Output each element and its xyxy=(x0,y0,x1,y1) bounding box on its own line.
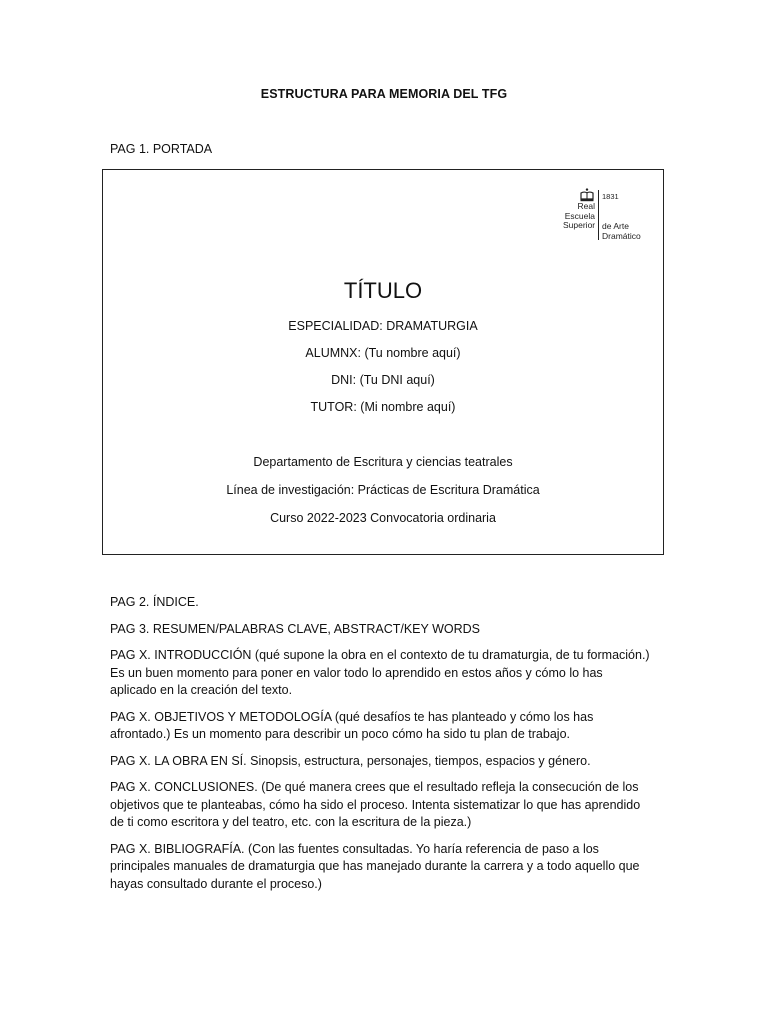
sections-list xyxy=(110,594,650,902)
section-indice: PAG 2. ÍNDICE. xyxy=(110,595,199,609)
section-conclusiones: PAG X. CONCLUSIONES. (De qué manera crees que el resultado refleja la consecución de los objetivos que te planteabas, cómo ha sido el proceso. Intenta sistematizar lo que has aprendido de ti como escritora y del teatro, etc. con la escritura de la pieza.) xyxy=(110,780,641,829)
logo-left-block xyxy=(563,188,595,231)
logo-de-arte: de Arte xyxy=(602,221,629,231)
institution-logo xyxy=(563,188,647,244)
cover-page-box xyxy=(102,169,664,555)
logo-word-escuela: Escuela xyxy=(564,210,595,221)
cover-dni: DNI: (Tu DNI aquí) xyxy=(331,373,435,387)
cover-main-title: TÍTULO xyxy=(343,278,423,303)
section-bibliografia: PAG X. BIBLIOGRAFÍA. (Con las fuentes consultadas. Yo haría referencia de paso a los principales manuales de dramaturgia que has manejado durante la carrera y a todo aquello que hayas consultado durante el proceso.) xyxy=(110,841,640,891)
portada-label: PAG 1. PORTADA xyxy=(110,142,213,156)
cover-especialidad: ESPECIALIDAD: DRAMATURGIA xyxy=(288,319,478,333)
cover-alumnx: ALUMNX: (Tu nombre aquí) xyxy=(305,346,461,360)
logo-dramatico: Dramático xyxy=(602,230,641,241)
logo-divider xyxy=(598,190,599,240)
cover-tutor: TUTOR: (Mi nombre aquí) xyxy=(310,400,456,414)
section-resumen: PAG 3. RESUMEN/PALABRAS CLAVE, ABSTRACT/KEY WORDS xyxy=(110,621,481,636)
cover-curso: Curso 2022-2023 Convocatoria ordinaria xyxy=(270,511,496,525)
cover-departamento: Departamento de Escritura y ciencias teatrales xyxy=(253,455,513,469)
section-objetivos: PAG X. OBJETIVOS Y METODOLOGÍA (qué desafíos te has planteado y cómo los has afrontado.) Es un momento para describir un poco cómo ha sido tu plan de trabajo. xyxy=(110,709,594,741)
crown-icon xyxy=(579,188,595,202)
logo-word-superior: Superior xyxy=(563,220,596,230)
section-introduccion: PAG X. INTRODUCCIÓN (qué supone la obra en el contexto de tu dramaturgia, de tu formación.) Es un buen momento para poner en valor todo lo aprendido en estos años y cómo lo has aplicado en la creación del texto. xyxy=(110,648,650,697)
section-obra: PAG X. LA OBRA EN SÍ. Sinopsis, estructura, personajes, tiempos, espacios y género. xyxy=(110,753,591,768)
logo-word-real: Real xyxy=(577,201,595,211)
cover-linea-investigacion: Línea de investigación: Prácticas de Escritura Dramática xyxy=(226,483,540,497)
logo-year: 1831 xyxy=(602,192,619,201)
logo-right-block xyxy=(602,188,641,241)
document-title: ESTRUCTURA PARA MEMORIA DEL TFG xyxy=(260,87,508,101)
